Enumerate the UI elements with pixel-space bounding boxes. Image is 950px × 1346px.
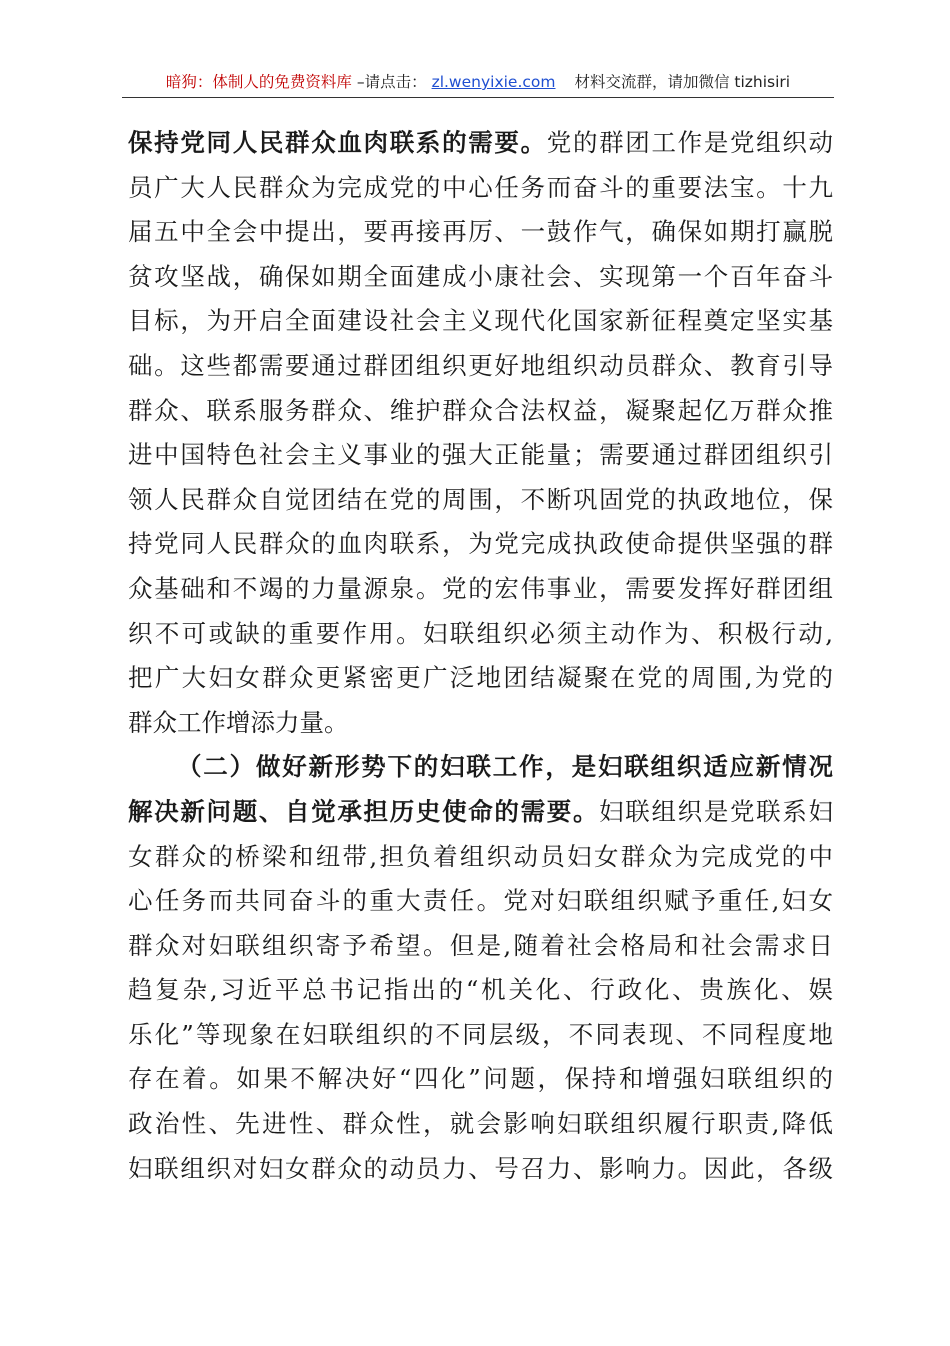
bold-heading-fragment: 解决新问题、自觉承担历史使命的需要。	[128, 796, 600, 826]
line-text: 持党同人民群众的血肉联系，为党完成执政使命提供坚强的群	[128, 529, 833, 559]
line-text: 存在着。如果不解决好“四化”问题，保持和增强妇联组织的	[128, 1064, 833, 1094]
line-text: 贫攻坚战，确保如期全面建成小康社会、实现第一个百年奋斗	[128, 261, 833, 291]
line-text: 群众、联系服务群众、维护群众合法权益，凝聚起亿万群众推	[128, 395, 833, 425]
text-line-12	[128, 612, 833, 657]
line-text: 女群众的桥梁和纽带,担负着组织动员妇女群众为完成党的中	[128, 841, 833, 871]
section-heading: （二）做好新形势下的妇联工作，是妇联组织适应新情况	[177, 752, 833, 782]
text-line-7	[128, 389, 833, 434]
text-line-23	[128, 1102, 833, 1147]
header-brand: 暗狗：体制人的免费资料库	[165, 73, 352, 91]
text-line-10	[128, 522, 833, 567]
header-group-text: 材料交流群，请加微信 tizhisiri	[574, 73, 791, 91]
line-text: 目标，为开启全面建设社会主义现代化国家新征程奠定坚实基	[128, 306, 833, 336]
text-line-14	[128, 701, 833, 746]
line-text: 妇联组织是党联系妇	[599, 796, 833, 826]
text-line-6	[128, 344, 833, 389]
text-line-19	[128, 924, 833, 969]
line-text: 众基础和不竭的力量源泉。党的宏伟事业，需要发挥好群团组	[128, 573, 833, 603]
text-line-9	[128, 478, 833, 523]
line-text: 群众工作增添力量。	[128, 707, 349, 737]
text-line-3	[128, 210, 833, 255]
line-text: 进中国特色社会主义事业的强大正能量；需要通过群团组织引	[128, 440, 833, 470]
text-line-11	[128, 567, 833, 612]
text-line-13	[128, 656, 833, 701]
line-text: 趋复杂,习近平总书记指出的“机关化、行政化、贵族化、娱	[128, 975, 833, 1005]
page-header	[122, 68, 834, 96]
text-line-2	[128, 166, 833, 211]
header-divider	[122, 97, 834, 98]
line-text: 届五中全会中提出，要再接再厉、一鼓作气，确保如期打赢脱	[128, 217, 833, 247]
text-line-17	[128, 835, 833, 880]
line-text: 领人民群众自觉团结在党的周围，不断巩固党的执政地位，保	[128, 484, 833, 514]
line-text: 乐化”等现象在妇联组织的不同层级，不同表现、不同程度地	[128, 1019, 833, 1049]
text-line-20	[128, 968, 833, 1013]
section-heading-line	[128, 745, 833, 790]
line-text: 妇联组织对妇女群众的动员力、号召力、影响力。因此，各级	[128, 1153, 833, 1183]
line-text: 础。这些都需要通过群团组织更好地组织动员群众、教育引导	[128, 350, 833, 380]
header-click-prompt: –请点击：	[356, 73, 427, 91]
text-line-21	[128, 1013, 833, 1058]
line-text: 政治性、先进性、群众性，就会影响妇联组织履行职责,降低	[128, 1109, 833, 1139]
line-text: 群众对妇联组织寄予希望。但是,随着社会格局和社会需求日	[128, 930, 833, 960]
text-line-5	[128, 299, 833, 344]
text-line-8	[128, 433, 833, 478]
text-line-22	[128, 1057, 833, 1102]
line-text: 织不可或缺的重要作用。妇联组织必须主动作为、积极行动,	[128, 618, 833, 648]
line-text: 员广大人民群众为完成党的中心任务而奋斗的重要法宝。十九	[128, 172, 833, 202]
text-line-24	[128, 1147, 833, 1192]
text-line-1	[128, 121, 833, 166]
line-text: 把广大妇女群众更紧密更广泛地团结凝聚在党的周围,为党的	[128, 663, 833, 693]
text-line-4	[128, 255, 833, 300]
document-body	[128, 121, 833, 1191]
bold-heading-fragment: 保持党同人民群众血肉联系的需要。	[128, 128, 547, 157]
line-text: 党的群团工作是党组织动	[546, 128, 833, 157]
header-url-link[interactable]: zl.wenyixie.com	[431, 73, 556, 91]
text-line-16	[128, 790, 833, 835]
text-line-18	[128, 879, 833, 924]
line-text: 心任务而共同奋斗的重大责任。党对妇联组织赋予重任,妇女	[128, 886, 833, 916]
